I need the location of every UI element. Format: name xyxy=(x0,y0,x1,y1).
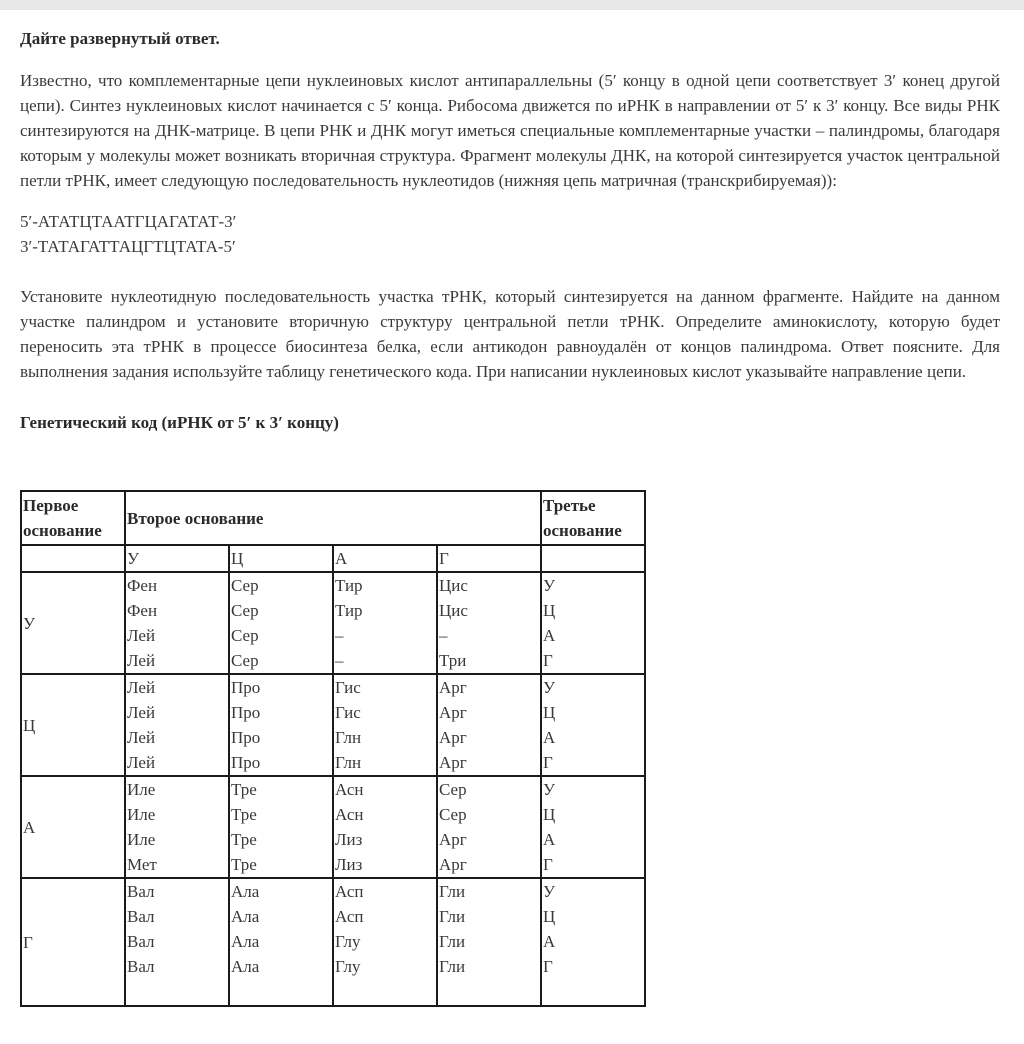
amino-acid: Асн xyxy=(335,780,364,799)
amino-acid: Ала xyxy=(231,907,260,926)
dna-strand-top: 5′-АТАТЦТААТГЦАГАТАТ-3′ xyxy=(20,212,237,231)
amino-acid: Сер xyxy=(439,805,467,824)
amino-acid: Лей xyxy=(127,703,156,722)
amino-acid: Цис xyxy=(439,576,468,595)
amino-acid: Про xyxy=(231,678,261,697)
amino-acid: Арг xyxy=(439,678,467,697)
header-third-base: Третье основание xyxy=(541,491,645,545)
amino-acid-cell xyxy=(333,878,437,1006)
amino-acid: Гли xyxy=(439,907,466,926)
amino-acid: Арг xyxy=(439,753,467,772)
amino-acid-cell xyxy=(229,878,333,1006)
amino-acid: Асп xyxy=(335,882,364,901)
amino-acid: Цис xyxy=(439,601,468,620)
codon-group-row xyxy=(21,878,645,1006)
amino-acid: Мет xyxy=(127,855,157,874)
amino-acid: Фен xyxy=(127,576,158,595)
third-base-cell xyxy=(541,572,645,674)
amino-acid-cell xyxy=(333,776,437,878)
amino-acid: Сер xyxy=(439,780,467,799)
third-base: Ц xyxy=(543,907,556,926)
first-base-cell: Г xyxy=(21,878,125,1006)
amino-acid: Вал xyxy=(127,907,155,926)
amino-acid: Глу xyxy=(335,957,361,976)
amino-acid: Асп xyxy=(335,907,364,926)
codon-group-row xyxy=(21,674,645,776)
amino-acid: Ала xyxy=(231,882,260,901)
amino-acid-cell xyxy=(229,776,333,878)
dna-strand-bottom: 3′-ТАТАГАТТАЦГТЦТАТА-5′ xyxy=(20,237,236,256)
second-base-label: Ц xyxy=(229,545,333,572)
second-base-empty xyxy=(21,545,125,572)
amino-acid: Про xyxy=(231,753,261,772)
amino-acid: Арг xyxy=(439,728,467,747)
amino-acid: Вал xyxy=(127,957,155,976)
genetic-code-table xyxy=(20,490,646,1007)
third-base: Г xyxy=(543,957,553,976)
amino-acid-cell xyxy=(229,674,333,776)
second-base-label: Г xyxy=(437,545,541,572)
amino-acid: Лей xyxy=(127,651,156,670)
amino-acid: Тре xyxy=(231,780,257,799)
third-base: А xyxy=(543,830,556,849)
third-base: Ц xyxy=(543,601,556,620)
third-base: А xyxy=(543,626,556,645)
amino-acid: Про xyxy=(231,728,261,747)
first-base-cell: Ц xyxy=(21,674,125,776)
amino-acid: – xyxy=(335,626,344,645)
amino-acid: Три xyxy=(439,651,467,670)
amino-acid: Глн xyxy=(335,753,362,772)
amino-acid-cell xyxy=(437,572,541,674)
third-base: Ц xyxy=(543,805,556,824)
amino-acid: Лиз xyxy=(335,855,363,874)
task-content xyxy=(20,26,1000,435)
amino-acid: Лей xyxy=(127,626,156,645)
codon-group-row xyxy=(21,572,645,674)
amino-acid: Гли xyxy=(439,932,466,951)
first-base-cell: А xyxy=(21,776,125,878)
amino-acid-cell xyxy=(437,878,541,1006)
amino-acid-cell xyxy=(333,572,437,674)
amino-acid: Вал xyxy=(127,882,155,901)
third-base: У xyxy=(543,576,556,595)
third-base: У xyxy=(543,780,556,799)
third-base-cell xyxy=(541,878,645,1006)
amino-acid: Арг xyxy=(439,703,467,722)
amino-acid-cell xyxy=(229,572,333,674)
task-heading: Дайте развернутый ответ. xyxy=(20,29,220,48)
third-base: Г xyxy=(543,753,553,772)
third-base: Г xyxy=(543,651,553,670)
amino-acid: Лей xyxy=(127,728,156,747)
top-bar xyxy=(0,0,1024,10)
second-base-label: У xyxy=(125,545,229,572)
amino-acid: Глн xyxy=(335,728,362,747)
third-base: А xyxy=(543,932,556,951)
amino-acid: Тир xyxy=(335,576,363,595)
amino-acid-cell xyxy=(333,674,437,776)
amino-acid: Ала xyxy=(231,957,260,976)
task-question: Установите нуклеотидную последовательность участка тРНК, который синтезируется на данном фрагменте. Найдите на данном участке палиндром и установите вторичную структуру центральной петли тРНК. Определите аминокислоту, которую будет переносить эта тРНК в процессе биосинтеза белка, если антикодон равноудалён от концов палиндрома. Ответ поясните. Для выполнения задания используйте таблицу генетического кода. При написании нуклеиновых кислот указывайте направление цепи. xyxy=(20,287,1000,381)
third-base: А xyxy=(543,728,556,747)
third-base-cell xyxy=(541,674,645,776)
amino-acid: Ала xyxy=(231,932,260,951)
amino-acid: Иле xyxy=(127,780,156,799)
dna-sequence xyxy=(20,209,1000,259)
amino-acid-cell xyxy=(125,572,229,674)
amino-acid: Гли xyxy=(439,957,466,976)
amino-acid-cell xyxy=(125,674,229,776)
third-base-empty xyxy=(541,545,645,572)
amino-acid-cell xyxy=(125,878,229,1006)
third-base: У xyxy=(543,678,556,697)
amino-acid: Сер xyxy=(231,626,259,645)
amino-acid-cell xyxy=(437,776,541,878)
amino-acid-cell xyxy=(125,776,229,878)
amino-acid: Сер xyxy=(231,651,259,670)
codon-group-row xyxy=(21,776,645,878)
second-base-label: А xyxy=(333,545,437,572)
amino-acid: Асн xyxy=(335,805,364,824)
amino-acid: Лей xyxy=(127,753,156,772)
amino-acid: Лиз xyxy=(335,830,363,849)
header-second-base: Второе основание xyxy=(125,491,541,545)
amino-acid: Арг xyxy=(439,855,467,874)
amino-acid: Гли xyxy=(439,882,466,901)
third-base: Г xyxy=(543,855,553,874)
amino-acid: Тре xyxy=(231,830,257,849)
amino-acid: Иле xyxy=(127,830,156,849)
amino-acid: Иле xyxy=(127,805,156,824)
amino-acid: Вал xyxy=(127,932,155,951)
amino-acid: Тре xyxy=(231,805,257,824)
amino-acid: Гис xyxy=(335,703,361,722)
amino-acid: – xyxy=(335,651,344,670)
amino-acid: Про xyxy=(231,703,261,722)
amino-acid: Тир xyxy=(335,601,363,620)
amino-acid: – xyxy=(439,626,448,645)
table-title: Генетический код (иРНК от 5′ к 3′ концу) xyxy=(20,413,339,432)
third-base: У xyxy=(543,882,556,901)
amino-acid-cell xyxy=(437,674,541,776)
amino-acid: Тре xyxy=(231,855,257,874)
header-first-base: Первое основание xyxy=(21,491,125,545)
amino-acid: Гис xyxy=(335,678,361,697)
amino-acid: Арг xyxy=(439,830,467,849)
first-base-cell: У xyxy=(21,572,125,674)
task-intro: Известно, что комплементарные цепи нуклеиновых кислот антипараллельны (5′ концу в одной цепи соответствует 3′ конец другой цепи). Синтез нуклеиновых кислот начинается с 5′ конца. Рибосома движется по иРНК в направлении от 5′ к 3′ концу. Все виды РНК синтезируются на ДНК-матрице. В цепи РНК и ДНК могут иметься специальные комплементарные участки – палиндромы, благодаря которым у молекулы может возникать вторичная структура. Фрагмент молекулы ДНК, на которой синтезируется участок центральной петли тРНК, имеет следующую последовательность нуклеотидов (нижняя цепь матричная (транскрибируемая)): xyxy=(20,71,1000,190)
amino-acid: Глу xyxy=(335,932,361,951)
third-base: Ц xyxy=(543,703,556,722)
amino-acid: Сер xyxy=(231,601,259,620)
third-base-cell xyxy=(541,776,645,878)
amino-acid: Лей xyxy=(127,678,156,697)
amino-acid: Сер xyxy=(231,576,259,595)
amino-acid: Фен xyxy=(127,601,158,620)
